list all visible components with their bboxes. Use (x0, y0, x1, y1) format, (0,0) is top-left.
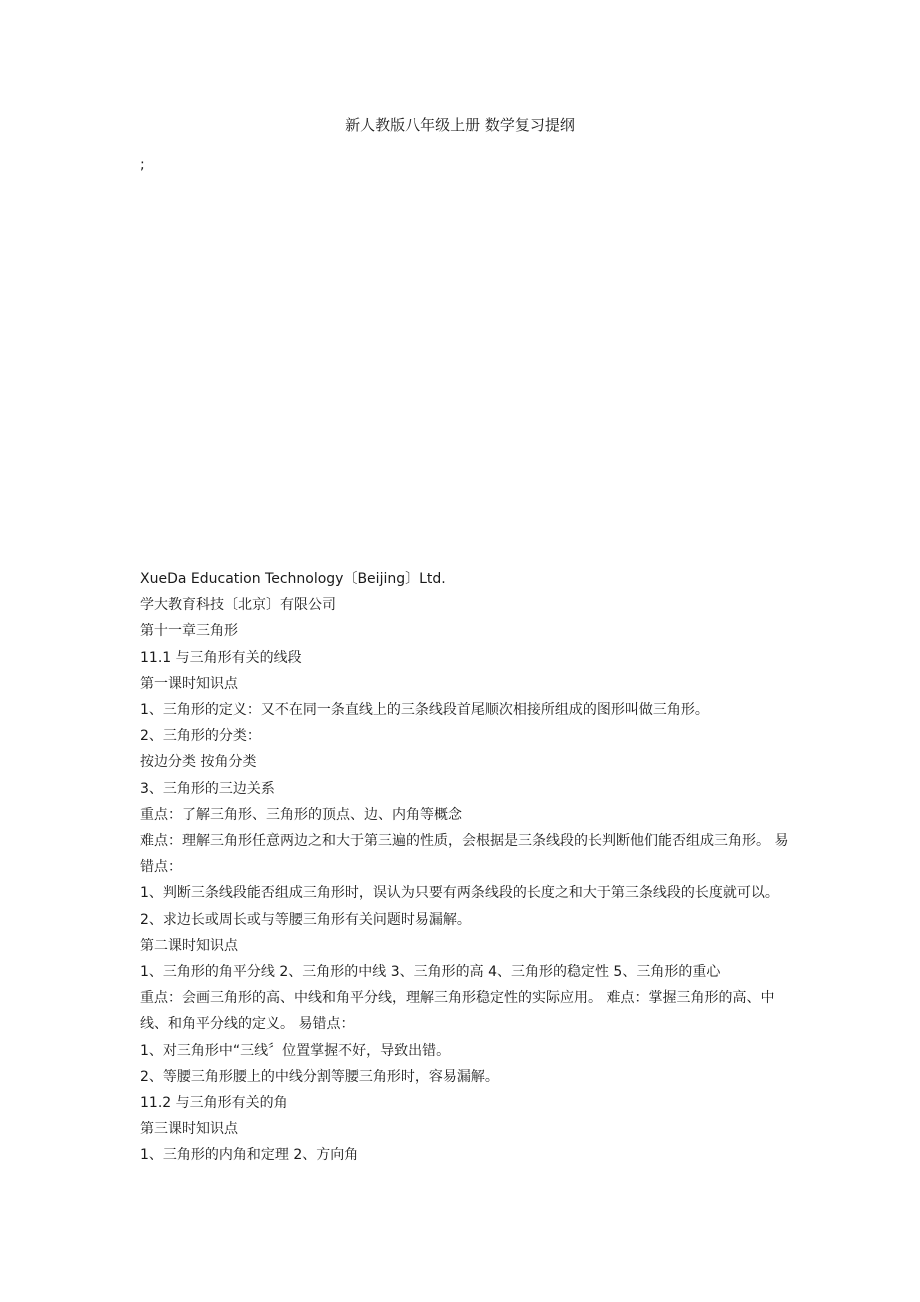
paragraph: 1、三角形的定义：又不在同一条直线上的三条线段首尾顺次相接所组成的图形叫做三角形。 (140, 702, 709, 719)
section-heading: 11.2 与三角形有关的角 (140, 1095, 288, 1112)
company-name-english: XueDa Education Technology〔Beijing〕Ltd. (140, 571, 446, 587)
paragraph: 3、三角形的三边关系 (140, 780, 275, 797)
paragraph: 按边分类 按角分类 (140, 754, 257, 771)
lesson-heading: 第一课时知识点 (140, 675, 238, 692)
section-heading: 11.1 与三角形有关的线段 (140, 649, 302, 666)
paragraph: 1、判断三条线段能否组成三角形时，误认为只要有两条线段的长度之和大于第三条线段的长度就可以。 2、求边长或周长或与等腰三角形有关问题时易漏解。 (140, 885, 779, 928)
page-title: 新人教版八年级上册 数学复习提纲 (345, 116, 575, 134)
chapter-heading: 第十一章三角形 (140, 623, 238, 640)
stray-semicolon: ; (140, 157, 145, 173)
paragraph: 2、等腰三角形腰上的中线分割等腰三角形时，容易漏解。 (140, 1068, 499, 1085)
paragraph: 2、三角形的分类： (140, 728, 261, 745)
lesson-heading: 第三课时知识点 (140, 1121, 238, 1138)
company-name-chinese: 学大教育科技〔北京〕有限公司 (140, 597, 336, 614)
paragraph: 重点：了解三角形、三角形的顶点、边、内角等概念 (140, 806, 462, 823)
paragraph: 1、对三角形中“三线〞位置掌握不好，导致出错。 (140, 1042, 451, 1059)
paragraph: 1、三角形的内角和定理 2、方向角 (140, 1147, 359, 1164)
paragraph: 1、三角形的角平分线 2、三角形的中线 3、三角形的高 4、三角形的稳定性 5、三角形的重心 (140, 964, 721, 981)
paragraph: 重点：会画三角形的高、中线和角平分线，理解三角形稳定性的实际应用。 难点：掌握三角形的高、中线、和角平分线的定义。 易错点： (140, 990, 775, 1033)
lesson-heading: 第二课时知识点 (140, 937, 238, 954)
paragraph: 难点：理解三角形任意两边之和大于第三遍的性质，会根据是三条线段的长判断他们能否组成三角形。 易错点： (140, 833, 789, 876)
document-body (140, 566, 790, 1169)
